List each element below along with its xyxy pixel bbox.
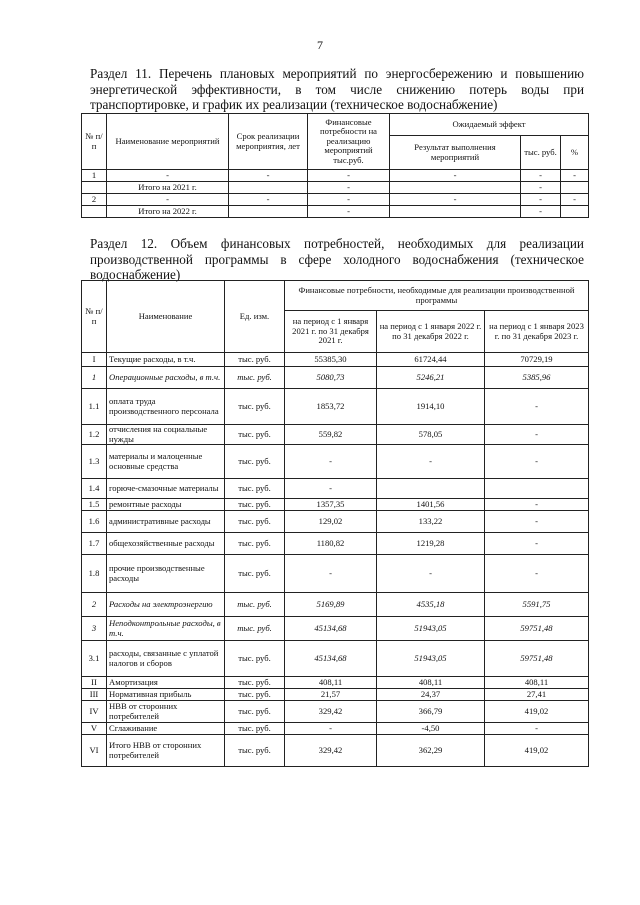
cell-pct: - bbox=[561, 170, 589, 182]
cell-unit: тыс. руб. bbox=[225, 677, 285, 689]
cell-num: 1.2 bbox=[82, 425, 107, 445]
table-row bbox=[82, 511, 589, 533]
header-name: Наименование bbox=[107, 281, 225, 353]
cell-thous: - bbox=[521, 206, 561, 218]
cell-value-2022: - bbox=[377, 555, 485, 593]
header-period-2022: на период с 1 января 2022 г. по 31 декабря 2022 г. bbox=[377, 311, 485, 353]
table-row bbox=[82, 701, 589, 723]
cell-name: расходы, связанные с уплатой налогов и сборов bbox=[107, 641, 225, 677]
section-11-table bbox=[81, 113, 589, 218]
cell-term: - bbox=[229, 170, 308, 182]
cell-value-2023: - bbox=[485, 723, 589, 735]
table-row bbox=[82, 182, 589, 194]
cell-value-2023: 408,11 bbox=[485, 677, 589, 689]
header-finance: Финансовые потребности, необходимые для реализации производственной программы bbox=[285, 281, 589, 311]
cell-num: II bbox=[82, 677, 107, 689]
cell-num: I bbox=[82, 353, 107, 367]
cell-unit: тыс. руб. bbox=[225, 425, 285, 445]
cell-unit: тыс. руб. bbox=[225, 533, 285, 555]
header-term: Срок реализации мероприятия, лет bbox=[229, 114, 308, 170]
cell-value-2022: 24,37 bbox=[377, 689, 485, 701]
cell-pct bbox=[561, 182, 589, 194]
cell-value-2021: 21,57 bbox=[285, 689, 377, 701]
cell-unit: тыс. руб. bbox=[225, 735, 285, 767]
cell-unit: тыс. руб. bbox=[225, 367, 285, 389]
cell-value-2021: 1357,35 bbox=[285, 499, 377, 511]
cell-thous: - bbox=[521, 170, 561, 182]
section-11-title: Раздел 11. Перечень плановых мероприятий по энергосбережению и повышению энергетической эффективности, в том числе снижению потерь воды при транспортировке, и график их реализации (техническое водоснабжение) bbox=[90, 66, 584, 112]
cell-unit: тыс. руб. bbox=[225, 701, 285, 723]
cell-value-2021: 129,02 bbox=[285, 511, 377, 533]
header-unit: Ед. изм. bbox=[225, 281, 285, 353]
cell-value-2022: 362,29 bbox=[377, 735, 485, 767]
table-row bbox=[82, 425, 589, 445]
cell-num: 2 bbox=[82, 593, 107, 617]
cell-name: административные расходы bbox=[107, 511, 225, 533]
header-thous: тыс. руб. bbox=[521, 136, 561, 170]
cell-value-2022: 133,22 bbox=[377, 511, 485, 533]
header-finance: Финансовые потребности на реализацию мероприятий тыс.руб. bbox=[308, 114, 390, 170]
cell-value-2022: 1914,10 bbox=[377, 389, 485, 425]
table-row bbox=[82, 677, 589, 689]
cell-value-2023: 5591,75 bbox=[485, 593, 589, 617]
cell-name: Амортизация bbox=[107, 677, 225, 689]
cell-value-2021: 45134,68 bbox=[285, 641, 377, 677]
cell-unit: тыс. руб. bbox=[225, 689, 285, 701]
cell-name: материалы и малоценные основные средства bbox=[107, 445, 225, 479]
cell-num: V bbox=[82, 723, 107, 735]
cell-result: - bbox=[390, 170, 521, 182]
cell-name: ремонтные расходы bbox=[107, 499, 225, 511]
cell-name: прочие производственные расходы bbox=[107, 555, 225, 593]
cell-finance: - bbox=[308, 206, 390, 218]
header-num: № п/п bbox=[82, 281, 107, 353]
cell-name: Итого на 2022 г. bbox=[107, 206, 229, 218]
cell-value-2021: 329,42 bbox=[285, 735, 377, 767]
cell-num bbox=[82, 206, 107, 218]
cell-value-2023: - bbox=[485, 499, 589, 511]
cell-value-2023: - bbox=[485, 555, 589, 593]
cell-value-2021: 559,82 bbox=[285, 425, 377, 445]
table-row bbox=[82, 499, 589, 511]
cell-unit: тыс. руб. bbox=[225, 479, 285, 499]
cell-num: 1.5 bbox=[82, 499, 107, 511]
cell-value-2023: - bbox=[485, 511, 589, 533]
cell-name: Сглаживание bbox=[107, 723, 225, 735]
cell-value-2022: 5246,21 bbox=[377, 367, 485, 389]
cell-num: 1.6 bbox=[82, 511, 107, 533]
header-period-2021: на период с 1 января 2021 г. по 31 декабря 2021 г. bbox=[285, 311, 377, 353]
cell-name: Итого на 2021 г. bbox=[107, 182, 229, 194]
cell-value-2021: - bbox=[285, 445, 377, 479]
cell-name: горюче-смазочные материалы bbox=[107, 479, 225, 499]
cell-value-2022: 366,79 bbox=[377, 701, 485, 723]
cell-value-2023: 419,02 bbox=[485, 701, 589, 723]
cell-value-2023: 70729,19 bbox=[485, 353, 589, 367]
cell-value-2021: 5169,89 bbox=[285, 593, 377, 617]
cell-value-2021: 329,42 bbox=[285, 701, 377, 723]
cell-result: - bbox=[390, 194, 521, 206]
cell-num: 3.1 bbox=[82, 641, 107, 677]
cell-value-2021: 5080,73 bbox=[285, 367, 377, 389]
cell-value-2023: 59751,48 bbox=[485, 617, 589, 641]
cell-name: Расходы на электроэнергию bbox=[107, 593, 225, 617]
cell-value-2021: 408,11 bbox=[285, 677, 377, 689]
cell-name: НВВ от сторонних потребителей bbox=[107, 701, 225, 723]
cell-value-2021: 1853,72 bbox=[285, 389, 377, 425]
page-number: 7 bbox=[317, 38, 323, 52]
cell-value-2021: 55385,30 bbox=[285, 353, 377, 367]
cell-num: 3 bbox=[82, 617, 107, 641]
cell-unit: тыс. руб. bbox=[225, 617, 285, 641]
table-row bbox=[82, 194, 589, 206]
cell-result bbox=[390, 182, 521, 194]
cell-value-2022: 51943,05 bbox=[377, 641, 485, 677]
table-row bbox=[82, 735, 589, 767]
header-name: Наименование мероприятий bbox=[107, 114, 229, 170]
cell-name: Нормативная прибыль bbox=[107, 689, 225, 701]
cell-finance: - bbox=[308, 170, 390, 182]
cell-num: 2 bbox=[82, 194, 107, 206]
cell-num: 1.3 bbox=[82, 445, 107, 479]
header-pct: % bbox=[561, 136, 589, 170]
cell-value-2023: 59751,48 bbox=[485, 641, 589, 677]
table-row bbox=[82, 170, 589, 182]
cell-finance: - bbox=[308, 182, 390, 194]
cell-name: отчисления на социальные нужды bbox=[107, 425, 225, 445]
cell-num: IV bbox=[82, 701, 107, 723]
cell-value-2021: - bbox=[285, 723, 377, 735]
cell-unit: тыс. руб. bbox=[225, 593, 285, 617]
cell-num: 1.4 bbox=[82, 479, 107, 499]
header-result: Результат выполнения мероприятий bbox=[390, 136, 521, 170]
cell-value-2022 bbox=[377, 479, 485, 499]
cell-num: III bbox=[82, 689, 107, 701]
cell-value-2023: 27,41 bbox=[485, 689, 589, 701]
cell-num: 1.8 bbox=[82, 555, 107, 593]
cell-pct bbox=[561, 206, 589, 218]
cell-num: VI bbox=[82, 735, 107, 767]
cell-finance: - bbox=[308, 194, 390, 206]
table-row bbox=[82, 206, 589, 218]
section-12-title: Раздел 12. Объем финансовых потребностей, необходимых для реализации производственной программы в сфере холодного водоснабжения (техническое водоснабжение) bbox=[90, 236, 584, 282]
cell-value-2022: 1401,56 bbox=[377, 499, 485, 511]
table-row bbox=[82, 367, 589, 389]
table-row bbox=[82, 723, 589, 735]
cell-num: 1.1 bbox=[82, 389, 107, 425]
cell-num: 1 bbox=[82, 367, 107, 389]
table-row bbox=[82, 593, 589, 617]
cell-value-2022: 408,11 bbox=[377, 677, 485, 689]
table-row bbox=[82, 617, 589, 641]
cell-value-2022: -4,50 bbox=[377, 723, 485, 735]
cell-unit: тыс. руб. bbox=[225, 389, 285, 425]
table-row bbox=[82, 689, 589, 701]
cell-result bbox=[390, 206, 521, 218]
cell-thous: - bbox=[521, 182, 561, 194]
cell-value-2023: - bbox=[485, 533, 589, 555]
cell-thous: - bbox=[521, 194, 561, 206]
table-row bbox=[82, 641, 589, 677]
cell-unit: тыс. руб. bbox=[225, 723, 285, 735]
cell-value-2022: 61724,44 bbox=[377, 353, 485, 367]
table-row bbox=[82, 533, 589, 555]
cell-name: - bbox=[107, 194, 229, 206]
cell-pct: - bbox=[561, 194, 589, 206]
cell-value-2021: - bbox=[285, 555, 377, 593]
cell-term: - bbox=[229, 194, 308, 206]
cell-value-2022: 1219,28 bbox=[377, 533, 485, 555]
table-row bbox=[82, 389, 589, 425]
cell-value-2022: 4535,18 bbox=[377, 593, 485, 617]
table-row bbox=[82, 555, 589, 593]
cell-name: Операционные расходы, в т.ч. bbox=[107, 367, 225, 389]
cell-num: 1.7 bbox=[82, 533, 107, 555]
cell-unit: тыс. руб. bbox=[225, 555, 285, 593]
header-num: № п/п bbox=[82, 114, 107, 170]
cell-term bbox=[229, 182, 308, 194]
header-effect: Ожидаемый эффект bbox=[390, 114, 589, 136]
cell-value-2023: - bbox=[485, 389, 589, 425]
cell-value-2022: - bbox=[377, 445, 485, 479]
cell-name: Текущие расходы, в т.ч. bbox=[107, 353, 225, 367]
cell-name: общехозяйственные расходы bbox=[107, 533, 225, 555]
cell-unit: тыс. руб. bbox=[225, 511, 285, 533]
cell-value-2023: - bbox=[485, 445, 589, 479]
cell-value-2023: - bbox=[485, 425, 589, 445]
section-12-table bbox=[81, 280, 589, 767]
cell-unit: тыс. руб. bbox=[225, 445, 285, 479]
cell-name: Неподконтрольные расходы, в т.ч. bbox=[107, 617, 225, 641]
table-row bbox=[82, 445, 589, 479]
cell-name: оплата труда производственного персонала bbox=[107, 389, 225, 425]
cell-unit: тыс. руб. bbox=[225, 499, 285, 511]
header-period-2023: на период с 1 января 2023 г. по 31 декабря 2023 г. bbox=[485, 311, 589, 353]
cell-term bbox=[229, 206, 308, 218]
cell-value-2022: 578,05 bbox=[377, 425, 485, 445]
cell-unit: тыс. руб. bbox=[225, 641, 285, 677]
cell-value-2023: 5385,96 bbox=[485, 367, 589, 389]
table-row bbox=[82, 479, 589, 499]
cell-num: 1 bbox=[82, 170, 107, 182]
cell-num bbox=[82, 182, 107, 194]
cell-value-2023 bbox=[485, 479, 589, 499]
table-row bbox=[82, 353, 589, 367]
cell-name: Итого НВВ от сторонних потребителей bbox=[107, 735, 225, 767]
cell-unit: тыс. руб. bbox=[225, 353, 285, 367]
cell-value-2021: 1180,82 bbox=[285, 533, 377, 555]
cell-name: - bbox=[107, 170, 229, 182]
cell-value-2022: 51943,05 bbox=[377, 617, 485, 641]
cell-value-2021: - bbox=[285, 479, 377, 499]
cell-value-2021: 45134,68 bbox=[285, 617, 377, 641]
cell-value-2023: 419,02 bbox=[485, 735, 589, 767]
